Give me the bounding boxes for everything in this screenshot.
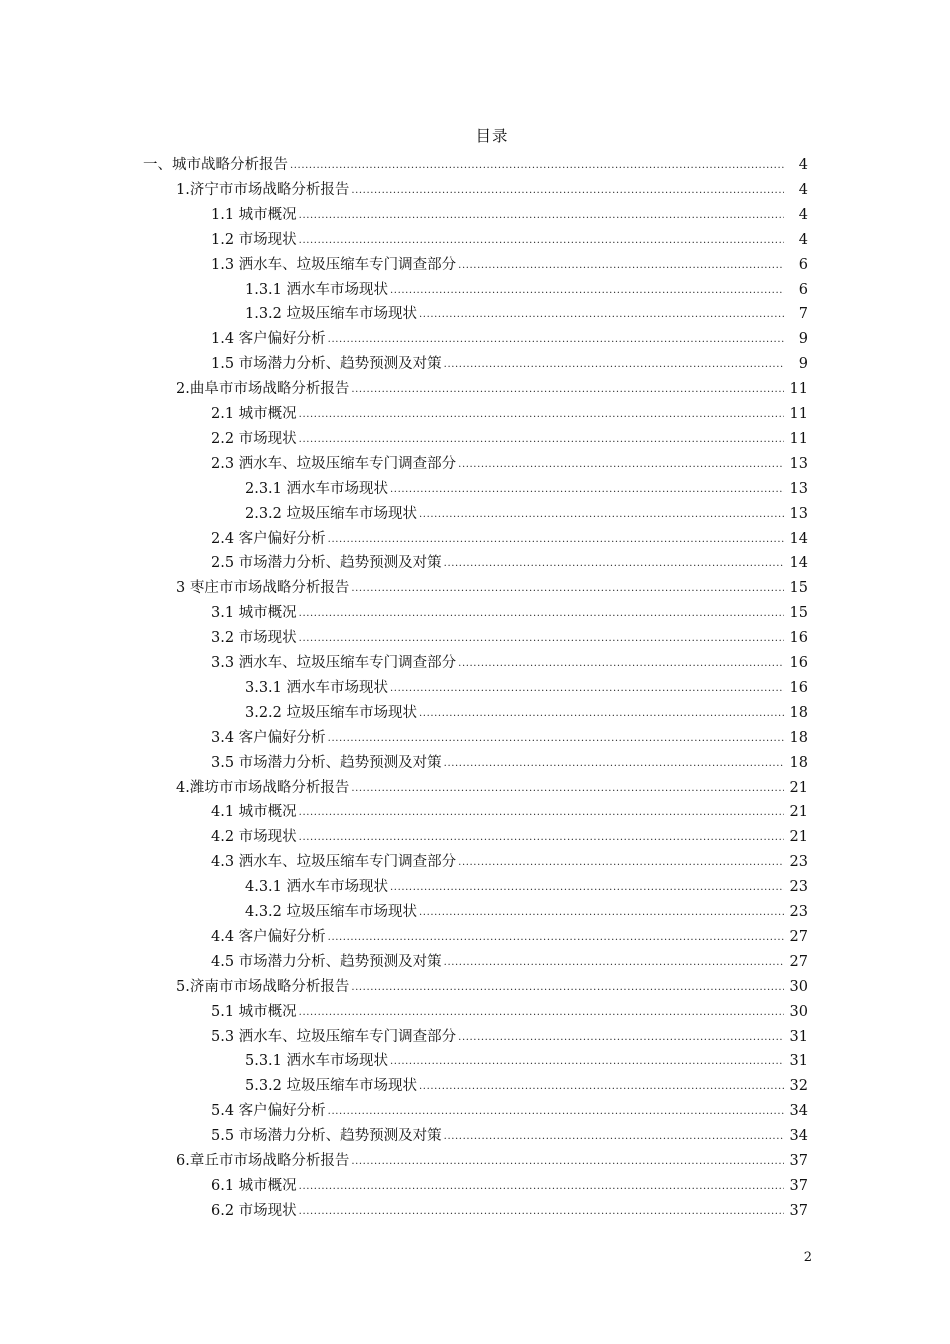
toc-entry-page: 31 bbox=[789, 1028, 808, 1045]
toc-entry-label: 3.3.1 洒水车市场现状 bbox=[245, 679, 389, 696]
toc-entry[interactable] bbox=[245, 302, 808, 324]
dot-leader bbox=[444, 958, 784, 968]
toc-entry-label: 5.济南市市场战略分析报告 bbox=[176, 978, 350, 995]
toc-entry-label: 6.2 市场现状 bbox=[211, 1202, 297, 1219]
toc-entry-page: 18 bbox=[789, 704, 808, 721]
toc-entry-label: 3.3 洒水车、垃圾压缩车专门调查部分 bbox=[211, 655, 457, 671]
toc-entry-page: 13 bbox=[789, 455, 808, 472]
toc-entry-label: 4.4 客户偏好分析 bbox=[211, 928, 326, 945]
toc-entry[interactable] bbox=[143, 153, 808, 175]
toc-entry-label: 3.4 客户偏好分析 bbox=[211, 729, 326, 746]
toc-entry[interactable] bbox=[211, 1025, 808, 1047]
dot-leader bbox=[351, 385, 784, 395]
toc-entry-label: 3.1 城市概况 bbox=[211, 605, 297, 622]
toc-entry-label: 4.5 市场潜力分析、趋势预测及对策 bbox=[211, 953, 442, 970]
dot-leader bbox=[419, 709, 784, 719]
toc-entry[interactable] bbox=[245, 900, 808, 922]
toc-entry-label: 5.3.2 垃圾压缩车市场现状 bbox=[245, 1078, 418, 1095]
dot-leader bbox=[419, 908, 784, 918]
toc-entry-page: 30 bbox=[789, 978, 808, 995]
toc-entry[interactable] bbox=[176, 776, 808, 798]
toc-entry-label: 2.2 市场现状 bbox=[211, 430, 297, 447]
toc-entry-page: 11 bbox=[789, 406, 808, 422]
dot-leader bbox=[351, 983, 784, 993]
dot-leader bbox=[290, 161, 784, 171]
dot-leader bbox=[458, 659, 784, 669]
toc-entry-page: 6 bbox=[798, 256, 808, 273]
toc-entry-page: 11 bbox=[789, 430, 808, 447]
dot-leader bbox=[444, 360, 784, 370]
toc-entry-label: 4.1 城市概况 bbox=[211, 804, 297, 821]
dot-leader bbox=[328, 535, 784, 545]
toc-entry-page: 34 bbox=[789, 1128, 808, 1145]
dot-leader bbox=[390, 1057, 784, 1067]
toc-entry-page: 37 bbox=[789, 1153, 808, 1169]
toc-entry-page: 30 bbox=[789, 1003, 808, 1020]
toc-entry-page: 14 bbox=[789, 555, 808, 572]
toc-entry-page: 15 bbox=[789, 605, 808, 622]
toc-entry-page: 6 bbox=[798, 281, 808, 298]
toc-entry-label: 2.3.1 洒水车市场现状 bbox=[245, 480, 389, 497]
dot-leader bbox=[299, 1182, 784, 1192]
dot-leader bbox=[458, 261, 784, 271]
toc-entry-label: 3 枣庄市市场战略分析报告 bbox=[176, 580, 350, 597]
toc-entry[interactable] bbox=[245, 701, 808, 723]
toc-entry-page: 34 bbox=[789, 1103, 808, 1120]
toc-entry-label: 1.5 市场潜力分析、趋势预测及对策 bbox=[211, 356, 442, 373]
toc-entry-page: 27 bbox=[789, 953, 808, 970]
toc-entry-page: 37 bbox=[789, 1177, 808, 1194]
toc-entry[interactable] bbox=[176, 975, 808, 997]
toc-entry-page: 4 bbox=[798, 157, 808, 173]
dot-leader bbox=[299, 410, 784, 420]
toc-entry[interactable] bbox=[245, 676, 808, 698]
toc-entry-label: 一、城市战略分析报告 bbox=[143, 157, 288, 173]
toc-entry-page: 31 bbox=[789, 1053, 808, 1070]
toc-entry[interactable] bbox=[211, 452, 808, 474]
toc-entry-label: 2.曲阜市市场战略分析报告 bbox=[176, 381, 350, 398]
dot-leader bbox=[390, 883, 784, 893]
dot-leader bbox=[390, 286, 784, 296]
dot-leader bbox=[299, 634, 784, 644]
toc-entry-page: 18 bbox=[789, 729, 808, 746]
toc-entry-label: 1.4 客户偏好分析 bbox=[211, 331, 326, 348]
toc-entry[interactable] bbox=[245, 875, 808, 897]
toc-entry-page: 15 bbox=[789, 580, 808, 597]
toc-entry[interactable] bbox=[211, 850, 808, 872]
toc-entry-page: 16 bbox=[789, 630, 808, 647]
dot-leader bbox=[390, 684, 784, 694]
toc-entry[interactable] bbox=[211, 527, 808, 549]
dot-leader bbox=[328, 335, 784, 345]
toc-entry[interactable] bbox=[211, 1099, 808, 1121]
dot-leader bbox=[351, 186, 784, 196]
toc-entry-page: 4 bbox=[798, 206, 808, 223]
dot-leader bbox=[458, 858, 784, 868]
dot-leader bbox=[351, 584, 784, 594]
toc-entry[interactable] bbox=[176, 576, 808, 598]
toc-entry[interactable] bbox=[211, 651, 808, 673]
toc-entry-page: 11 bbox=[789, 381, 808, 398]
toc-entry-page: 9 bbox=[798, 331, 808, 348]
toc-entry[interactable] bbox=[176, 377, 808, 399]
toc-entry[interactable] bbox=[176, 1149, 808, 1171]
toc-entry-label: 2.3 洒水车、垃圾压缩车专门调查部分 bbox=[211, 455, 457, 472]
toc-entry-page: 4 bbox=[798, 181, 808, 198]
dot-leader bbox=[419, 310, 784, 320]
dot-leader bbox=[351, 1157, 784, 1167]
toc-entry[interactable] bbox=[245, 1049, 808, 1071]
toc-entry-page: 9 bbox=[798, 356, 808, 373]
toc-entry-label: 4.潍坊市市场战略分析报告 bbox=[176, 779, 350, 796]
dot-leader bbox=[299, 833, 784, 843]
dot-leader bbox=[299, 1008, 784, 1018]
dot-leader bbox=[299, 1207, 784, 1217]
toc-entry-page: 18 bbox=[789, 754, 808, 771]
dot-leader bbox=[328, 734, 784, 744]
toc-entry[interactable] bbox=[245, 1074, 808, 1096]
toc-entry[interactable] bbox=[245, 502, 808, 524]
dot-leader bbox=[419, 1082, 784, 1092]
toc-entry[interactable] bbox=[245, 278, 808, 300]
toc-entry-label: 1.3 洒水车、垃圾压缩车专门调查部分 bbox=[211, 256, 457, 273]
toc-entry[interactable] bbox=[211, 950, 808, 972]
dot-leader bbox=[299, 808, 784, 818]
toc-entry-page: 14 bbox=[789, 530, 808, 547]
toc-entry-page: 16 bbox=[789, 679, 808, 696]
toc-entry[interactable] bbox=[211, 352, 808, 374]
toc-entry-label: 2.5 市场潜力分析、趋势预测及对策 bbox=[211, 555, 442, 572]
toc-entry-label: 4.2 市场现状 bbox=[211, 829, 297, 846]
toc-entry[interactable] bbox=[211, 402, 808, 424]
toc-entry[interactable] bbox=[211, 1124, 808, 1146]
toc-entry[interactable] bbox=[211, 1199, 808, 1221]
dot-leader bbox=[419, 510, 784, 520]
toc-entry-label: 5.1 城市概况 bbox=[211, 1003, 297, 1020]
toc-entry[interactable] bbox=[211, 751, 808, 773]
toc-entry-page: 32 bbox=[789, 1078, 808, 1095]
page-number: 2 bbox=[803, 1250, 812, 1265]
toc-entry-page: 4 bbox=[798, 231, 808, 248]
dot-leader bbox=[299, 236, 784, 246]
toc-entry-page: 27 bbox=[789, 928, 808, 945]
toc-entry[interactable] bbox=[211, 626, 808, 648]
toc-entry-label: 5.3.1 洒水车市场现状 bbox=[245, 1053, 389, 1070]
toc-entry[interactable] bbox=[211, 228, 808, 250]
toc-entry-page: 13 bbox=[789, 480, 808, 497]
toc-entry-label: 5.5 市场潜力分析、趋势预测及对策 bbox=[211, 1128, 442, 1145]
toc-entry[interactable] bbox=[211, 925, 808, 947]
dot-leader bbox=[351, 784, 784, 794]
toc-entry-label: 2.4 客户偏好分析 bbox=[211, 530, 326, 547]
toc-entry-label: 6.章丘市市场战略分析报告 bbox=[176, 1153, 350, 1169]
toc-entry-label: 1.3.1 洒水车市场现状 bbox=[245, 281, 389, 298]
toc-entry-page: 21 bbox=[789, 804, 808, 821]
toc-entry-label: 5.3 洒水车、垃圾压缩车专门调查部分 bbox=[211, 1028, 457, 1045]
toc-entry-label: 2.1 城市概况 bbox=[211, 406, 297, 422]
toc-entry-label: 1.1 城市概况 bbox=[211, 206, 297, 223]
toc-entry-label: 4.3 洒水车、垃圾压缩车专门调查部分 bbox=[211, 854, 457, 871]
toc-entry-label: 4.3.1 洒水车市场现状 bbox=[245, 879, 389, 896]
dot-leader bbox=[328, 1107, 784, 1117]
dot-leader bbox=[458, 460, 784, 470]
toc-entry-label: 3.2.2 垃圾压缩车市场现状 bbox=[245, 704, 418, 721]
toc-entry-label: 3.2 市场现状 bbox=[211, 630, 297, 647]
toc-title: 目录 bbox=[475, 127, 509, 145]
toc-entry-label: 2.3.2 垃圾压缩车市场现状 bbox=[245, 505, 418, 522]
dot-leader bbox=[444, 559, 784, 569]
toc-entry[interactable] bbox=[245, 477, 808, 499]
toc-entry-page: 23 bbox=[789, 904, 808, 920]
dot-leader bbox=[299, 211, 784, 221]
toc-entry-page: 23 bbox=[789, 854, 808, 871]
toc-entry[interactable] bbox=[176, 178, 808, 200]
toc-entry-page: 37 bbox=[789, 1202, 808, 1219]
toc-entry[interactable] bbox=[211, 427, 808, 449]
toc-entry[interactable] bbox=[211, 551, 808, 573]
toc-entry-label: 6.1 城市概况 bbox=[211, 1177, 297, 1194]
toc-entry-page: 21 bbox=[789, 779, 808, 796]
toc-entry-page: 7 bbox=[798, 306, 808, 323]
toc-entry-label: 1.3.2 垃圾压缩车市场现状 bbox=[245, 306, 418, 323]
toc-entry[interactable] bbox=[211, 825, 808, 847]
dot-leader bbox=[299, 609, 784, 619]
toc-entry-label: 1.济宁市市场战略分析报告 bbox=[176, 181, 350, 198]
toc-entry-page: 16 bbox=[789, 655, 808, 671]
toc-entry[interactable] bbox=[211, 726, 808, 748]
toc-entry[interactable] bbox=[211, 800, 808, 822]
toc-entry-label: 3.5 市场潜力分析、趋势预测及对策 bbox=[211, 754, 442, 771]
dot-leader bbox=[299, 435, 784, 445]
dot-leader bbox=[328, 933, 784, 943]
toc-entry-page: 21 bbox=[789, 829, 808, 846]
toc-entry[interactable] bbox=[211, 327, 808, 349]
toc-entry[interactable] bbox=[211, 203, 808, 225]
toc-entry[interactable] bbox=[211, 601, 808, 623]
dot-leader bbox=[390, 485, 784, 495]
dot-leader bbox=[444, 759, 784, 769]
toc-entry[interactable] bbox=[211, 1174, 808, 1196]
dot-leader bbox=[458, 1033, 784, 1043]
toc-entry-label: 1.2 市场现状 bbox=[211, 231, 297, 248]
toc-entry-label: 4.3.2 垃圾压缩车市场现状 bbox=[245, 904, 418, 920]
toc-entry-page: 23 bbox=[789, 879, 808, 896]
toc-entry[interactable] bbox=[211, 253, 808, 275]
toc-entry[interactable] bbox=[211, 1000, 808, 1022]
toc-entry-label: 5.4 客户偏好分析 bbox=[211, 1103, 326, 1120]
dot-leader bbox=[444, 1132, 784, 1142]
toc-entry-page: 13 bbox=[789, 505, 808, 522]
